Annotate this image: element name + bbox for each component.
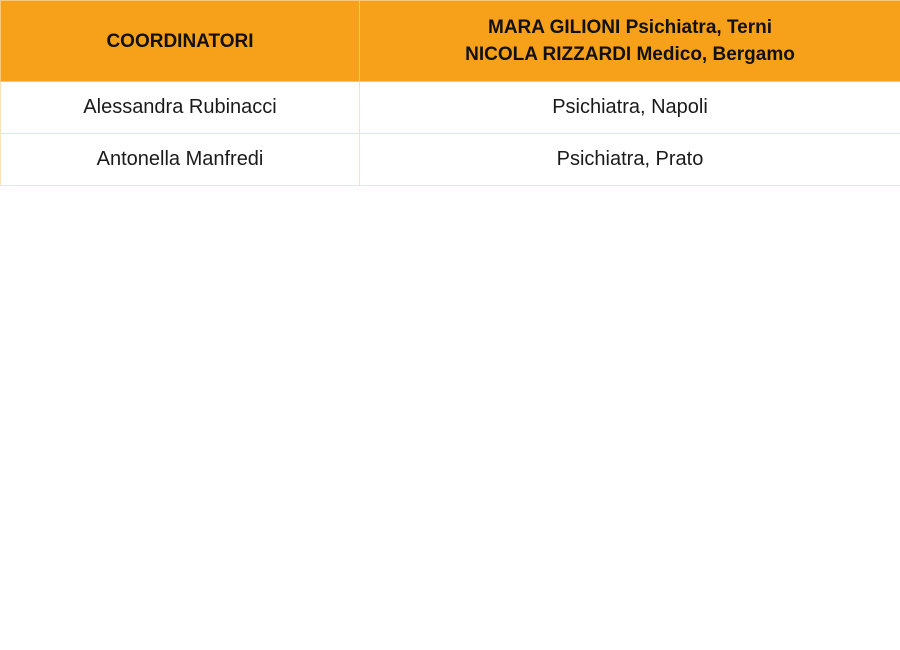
table-row [1,82,900,134]
member-role: Psichiatra, Prato [360,134,900,186]
header-coordinators-list [360,1,900,82]
member-name: Alessandra Rubinacci [1,82,360,134]
header-coordinator-1: MARA GILIONI Psichiatra, Terni [488,17,772,38]
table-row [1,134,900,186]
member-role: Psichiatra, Napoli [360,82,900,134]
table-header-row [1,1,900,82]
header-coordinator-2: NICOLA RIZZARDI Medico, Bergamo [465,44,795,65]
coordinators-table [0,0,900,186]
member-name: Antonella Manfredi [1,134,360,186]
header-coordinatori: COORDINATORI [1,1,360,82]
